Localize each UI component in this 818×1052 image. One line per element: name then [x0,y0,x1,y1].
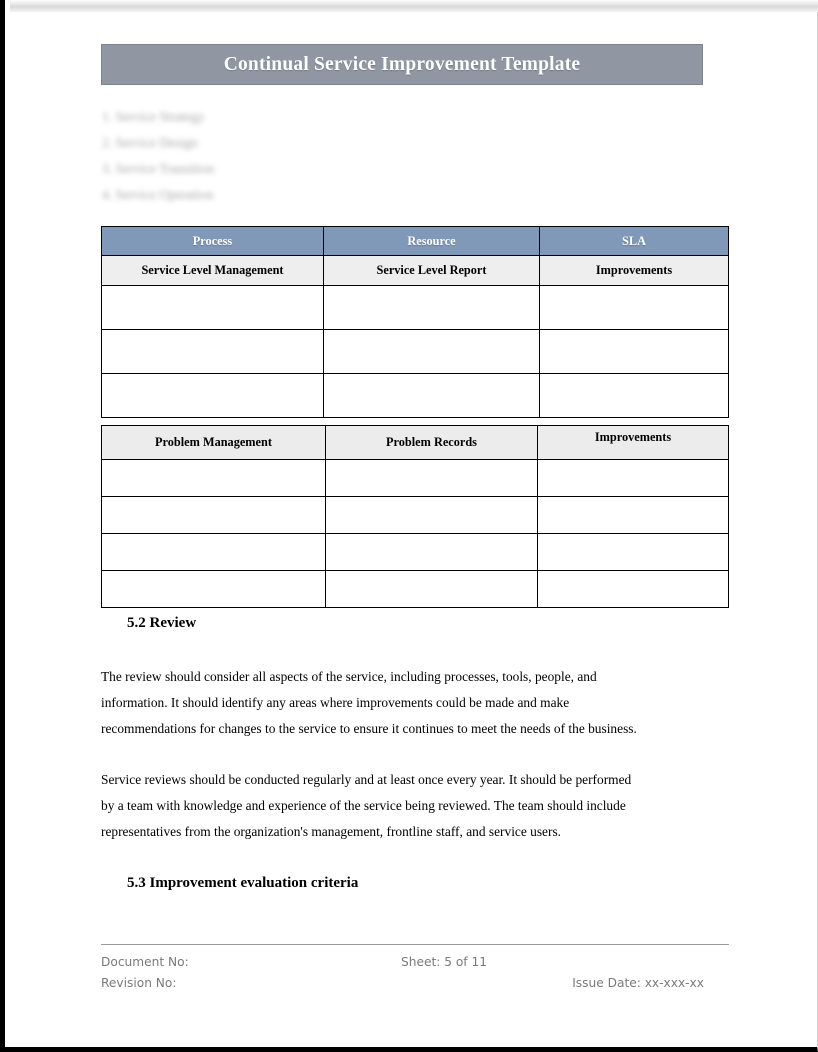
section-heading-review: 5.2 Review [127,615,197,631]
table-row[interactable] [102,460,729,497]
table-row[interactable] [102,497,729,534]
table-cell-empty[interactable] [326,460,538,497]
paragraph-review [101,664,726,742]
table-cell-empty[interactable] [102,571,326,608]
table-cell-empty[interactable] [538,534,729,571]
section-heading-criteria: 5.3 Improvement evaluation criteria [127,875,359,891]
problem-management-table [101,425,729,608]
table-cell-empty[interactable] [102,534,326,571]
table-cell-improvements: Improvements [540,256,729,286]
paragraph-line: The review should consider all aspects of the service, including processes, tools, people, and [101,669,597,684]
table-cell-empty[interactable] [102,497,326,534]
table-cell-empty[interactable] [326,534,538,571]
table-cell-empty[interactable] [538,497,729,534]
table-cell-empty[interactable] [324,286,540,330]
table-row[interactable] [102,374,729,418]
table-row[interactable] [102,286,729,330]
table-cell-empty[interactable] [324,330,540,374]
table-cell-service-level-management: Service Level Management [102,256,324,286]
table-cell-empty[interactable] [540,374,729,418]
footer-issue-date: Issue Date: xx-xxx-xx [572,976,704,990]
footer-row-top [101,952,729,973]
table-row[interactable] [102,534,729,571]
table-header-cell-problem-records: Problem Records [326,426,538,460]
table-cell-empty[interactable] [540,286,729,330]
list-item: 1. Service Strategy [102,109,205,124]
document-title-banner [101,44,703,85]
table-cell-empty[interactable] [540,330,729,374]
table-cell-empty[interactable] [538,460,729,497]
table-cell-empty[interactable] [324,374,540,418]
table-header-cell-sla: SLA [540,227,729,256]
table-row[interactable] [102,330,729,374]
footer-row-bottom [101,973,729,994]
table-header-cell-problem-management: Problem Management [102,426,326,460]
footer-divider [101,944,729,945]
footer-sheet-number: Sheet: 5 of 11 [401,955,487,969]
service-lifecycle-list [102,104,422,208]
table-row[interactable] [102,571,729,608]
paragraph-line: recommendations for changes to the service to ensure it continues to meet the needs of the business. [101,721,637,736]
table-header-cell-resource: Resource [324,227,540,256]
table-subheader-row [102,256,729,286]
list-item: 3. Service Transition [102,161,215,176]
table-cell-service-level-report: Service Level Report [324,256,540,286]
table-header-cell-process: Process [102,227,324,256]
table-header-row [102,227,729,256]
list-item: 4. Service Operation [102,187,214,202]
footer-document-no: Document No: [101,955,189,969]
table-cell-empty[interactable] [326,571,538,608]
table-cell-empty[interactable] [326,497,538,534]
table-header-cell-improvements: Improvements [538,426,729,460]
paragraph-line: representatives from the organization's management, frontline staff, and service users. [101,824,562,839]
page-footer [101,944,729,994]
document-page [5,0,818,1052]
footer-revision-no: Revision No: [101,976,177,990]
paragraph-line: by a team with knowledge and experience of the service being reviewed. The team should include [101,798,626,813]
list-item: 2. Service Design [102,135,198,150]
paragraph-review-schedule [101,767,726,845]
page-title: Continual Service Improvement Template [223,53,581,75]
table-cell-empty[interactable] [538,571,729,608]
table-cell-empty[interactable] [102,460,326,497]
paragraph-line: information. It should identify any areas where improvements could be made and make [101,695,570,710]
table-header-row [102,426,729,460]
paragraph-line: Service reviews should be conducted regularly and at least once every year. It should be performed [101,772,632,787]
process-resource-sla-table [101,226,729,418]
table-cell-empty[interactable] [102,374,324,418]
table-cell-empty[interactable] [102,330,324,374]
table-cell-empty[interactable] [102,286,324,330]
